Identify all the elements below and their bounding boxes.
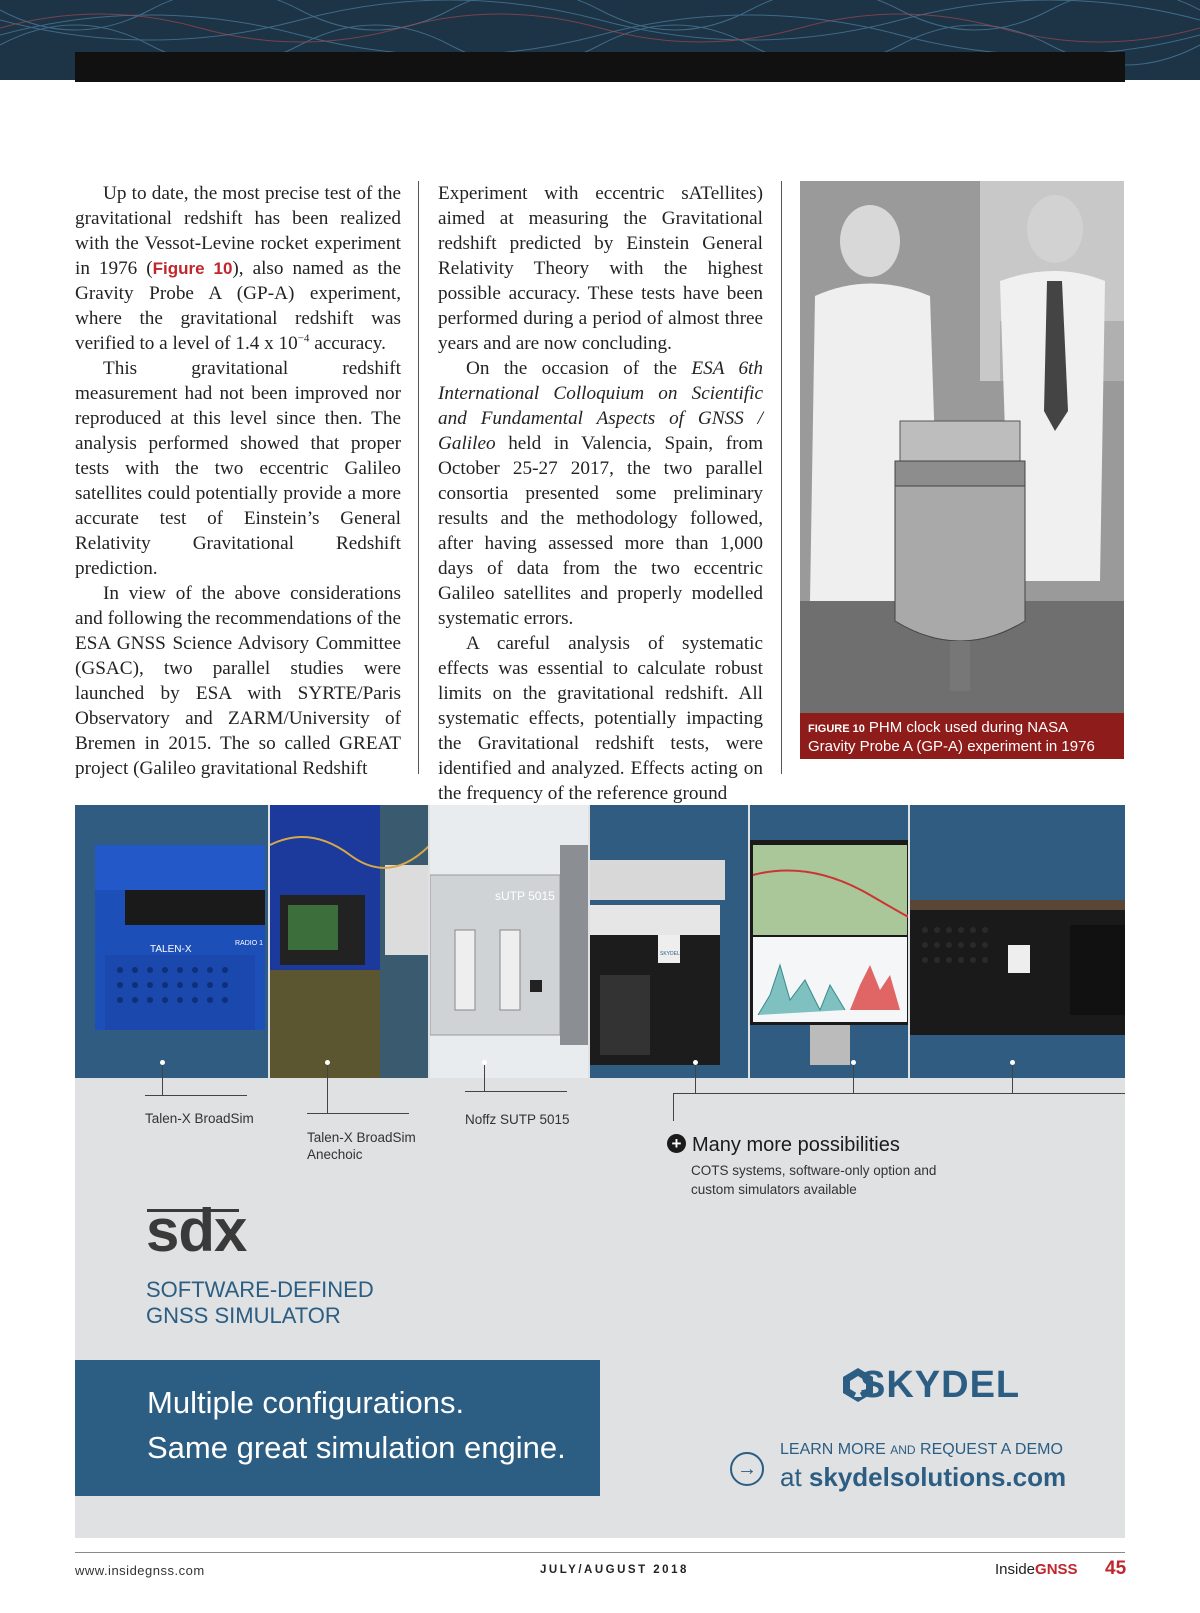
column-rule bbox=[781, 181, 782, 774]
footer-url[interactable]: www.insidegnss.com bbox=[75, 1563, 205, 1578]
article-column-1 bbox=[75, 181, 401, 781]
ad-product-banner bbox=[75, 805, 1125, 1078]
anechoic-panel bbox=[270, 805, 430, 1078]
leader-line bbox=[853, 1063, 854, 1093]
plus-icon: + bbox=[667, 1134, 686, 1153]
leader-line bbox=[673, 1093, 1125, 1094]
more-subtitle: COTS systems, software-only option and custom simulators available bbox=[691, 1163, 937, 1197]
article-column-2 bbox=[438, 181, 763, 806]
sdx-subtitle: SOFTWARE-DEFINED GNSS SIMULATOR bbox=[146, 1277, 374, 1328]
magazine-name: InsideGNSS bbox=[995, 1561, 1078, 1578]
leader-dot bbox=[693, 1060, 698, 1065]
leader-dot bbox=[325, 1060, 330, 1065]
leader-line bbox=[465, 1091, 567, 1092]
more-title: Many more possibilities bbox=[692, 1134, 900, 1156]
talenx-panel bbox=[75, 805, 270, 1078]
figure-reference-link[interactable]: Figure 10 bbox=[152, 259, 233, 278]
leader-line bbox=[162, 1063, 163, 1095]
paragraph: This gravitational redshift measurement had not been improved nor reproduced at this level since then. The analysis performed showed that proper tests with the two eccentric Galileo satellites could potentially provide a more accurate test of Einstein’s General Relativity Gravitational Redshift prediction. bbox=[75, 358, 401, 579]
paragraph: Up to date, the most precise test of the gravitational redshift has been realized with the Vessot-Levine rocket experiment in 1976 (Figure 10), also named as the Gravity Probe A (GP-A) experiment, where the gravitational redshift was verified to a level of 1.4 x $10^{-4}$ accuracy. bbox=[75, 183, 401, 354]
header-bar bbox=[75, 52, 1125, 82]
footer-rule bbox=[75, 1552, 1125, 1553]
sdx-logo: sdx bbox=[146, 1197, 247, 1264]
paragraph: A careful analysis of systematic effects was essential to calculate robust limits on the gravitational redshift. All systematic effects, potentially impacting the Gravitational redshift tests, were identified and analyzed. Effects acting on the frequency of the reference ground bbox=[438, 633, 763, 804]
leader-line bbox=[673, 1093, 674, 1121]
figure-caption: FIGURE 10 PHM clock used during NASA Gravity Probe A (GP-A) experiment in 1976 bbox=[800, 713, 1124, 759]
leader-line bbox=[484, 1063, 485, 1091]
website-link[interactable]: at skydelsolutions.com bbox=[780, 1462, 1067, 1492]
page-number: 45 bbox=[1105, 1558, 1127, 1579]
paragraph: On the occasion of the ESA 6th International Colloquium on Scientific and Fundamental Aspects of GNSS / Galileo held in Valencia, Spain, from October 25-27 2017, the two parallel consortia presented some preliminary results and the methodology followed, after having assessed more than 1,000 days of data from the two eccentric Galileo satellites and properly modelled systematic errors. bbox=[438, 358, 763, 629]
skydel-logo: SKYDEL bbox=[860, 1364, 1021, 1406]
radio-device-label: RADIO 1 bbox=[235, 940, 264, 947]
learn-more-text[interactable]: LEARN MORE AND REQUEST A DEMO bbox=[780, 1441, 1063, 1458]
tagline-line-1: Multiple configurations. bbox=[147, 1385, 465, 1420]
cots-panel bbox=[590, 805, 750, 1078]
paragraph: Experiment with eccentric sATellites) aimed at measuring the Gravitational redshift predicted by Einstein General Relativity Theory with the highest possible accuracy. These tests have been performed during a period of almost three years and are now concluding. bbox=[438, 183, 763, 354]
leader-line bbox=[307, 1113, 409, 1114]
noffz-panel bbox=[430, 805, 590, 1078]
leader-dot bbox=[482, 1060, 487, 1065]
leader-dot bbox=[851, 1060, 856, 1065]
figure-photo bbox=[800, 181, 1124, 713]
arrow-right-icon[interactable]: → bbox=[730, 1452, 764, 1486]
leader-line bbox=[145, 1095, 247, 1096]
leader-line bbox=[1012, 1063, 1013, 1093]
leader-line bbox=[327, 1063, 328, 1113]
talenx-device-label: TALEN-X bbox=[150, 944, 192, 955]
skydel-device-label: SKYDEL bbox=[660, 951, 680, 957]
tagline-line-2: Same great simulation engine. bbox=[147, 1430, 566, 1465]
tagline-box bbox=[75, 1360, 600, 1496]
advertisement[interactable] bbox=[75, 805, 1125, 1538]
leader-line bbox=[695, 1063, 696, 1093]
leader-dot bbox=[160, 1060, 165, 1065]
leader-dot bbox=[1010, 1060, 1015, 1065]
product-label: Talen-X BroadSim bbox=[145, 1111, 254, 1126]
noffz-device-label: sUTP 5015 bbox=[495, 889, 555, 903]
rack-panel bbox=[910, 805, 1125, 1078]
product-label: Noffz SUTP 5015 bbox=[465, 1112, 570, 1127]
footer-issue-date: JULY/AUGUST 2018 bbox=[540, 1564, 689, 1576]
product-label: Talen-X BroadSim Anechoic bbox=[307, 1130, 416, 1162]
column-rule bbox=[418, 181, 419, 774]
paragraph: In view of the above considerations and following the recommendations of the ESA GNSS Science Advisory Committee (GSAC), two parallel studies were launched by ESA with SYRTE/Paris Observatory and ZARM/University of Bremen in 2015. The so called GREAT project (Galileo gravitational Redshift bbox=[75, 583, 401, 779]
software-panel bbox=[750, 805, 910, 1078]
